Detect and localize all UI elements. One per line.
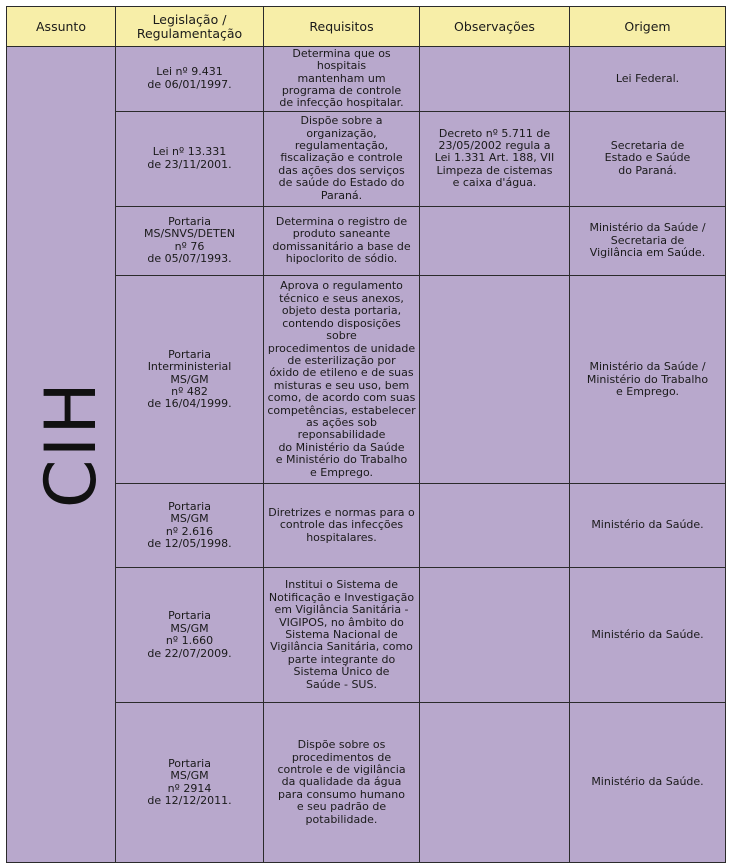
header-legislacao: Legislação / Regulamentação [116,7,264,47]
header-observacoes: Observações [420,7,570,47]
cell-requisitos: Determina que os hospitais mantenham um programa de controle de infecção hospitalar. [264,47,420,112]
cell-legislacao: Lei nº 13.331 de 23/11/2001. [116,111,264,206]
subject-label: CIH [29,379,112,509]
cell-observacoes: Decreto nº 5.711 de 23/05/2002 regula a Lei 1.331 Art. 188, VII Limpeza de cistemas e caixa d'água. [420,111,570,206]
cell-requisitos: Dispõe sobre a organização, regulamentação, fiscalização e controle das ações dos serviços de saúde do Estado do Paraná. [264,111,420,206]
cell-observacoes [420,47,570,112]
header-requisitos: Requisitos [264,7,420,47]
cell-legislacao: Lei nº 9.431 de 06/01/1997. [116,47,264,112]
cell-requisitos: Diretrizes e normas para o controle das infecções hospitalares. [264,484,420,568]
cell-origem: Secretaria de Estado e Saúde do Paraná. [570,111,726,206]
header-assunto: Assunto [7,7,116,47]
header-row [7,7,726,47]
cell-observacoes [420,703,570,863]
header-origem: Origem [570,7,726,47]
cell-observacoes [420,206,570,276]
cell-origem: Ministério da Saúde / Secretaria de Vigilância em Saúde. [570,206,726,276]
cell-legislacao: Portaria Interministerial MS/GM nº 482 de 16/04/1999. [116,276,264,484]
cell-origem: Ministério da Saúde. [570,484,726,568]
cell-legislacao: Portaria MS/GM nº 1.660 de 22/07/2009. [116,568,264,703]
cell-origem: Ministério da Saúde. [570,568,726,703]
cell-observacoes [420,276,570,484]
cell-requisitos: Institui o Sistema de Notificação e Investigação em Vigilância Sanitária - VIGIPOS, no âmbito do Sistema Nacional de Vigilância Sanitária, como parte integrante do Sistema Único de Saúde - SUS. [264,568,420,703]
cell-requisitos: Determina o registro de produto saneante domissanitário a base de hipoclorito de sódio. [264,206,420,276]
cell-legislacao: Portaria MS/GM nº 2914 de 12/12/2011. [116,703,264,863]
cell-requisitos: Aprova o regulamento técnico e seus anexos, objeto desta portaria, contendo disposições sobre procedimentos de unidade de esterilização por óxido de etileno e de suas misturas e seu uso, bem como, de acordo com suas competências, estabelecer as ações sob reponsabilidade do Ministério da Saúde e Ministério do Trabalho e Emprego. [264,276,420,484]
cell-requisitos: Dispõe sobre os procedimentos de controle e de vigilância da qualidade da água para consumo humano e seu padrão de potabilidade. [264,703,420,863]
cell-legislacao: Portaria MS/SNVS/DETEN nº 76 de 05/07/1993. [116,206,264,276]
cell-observacoes [420,484,570,568]
cell-origem: Ministério da Saúde / Ministério do Trabalho e Emprego. [570,276,726,484]
cell-legislacao: Portaria MS/GM nº 2.616 de 12/05/1998. [116,484,264,568]
table-row [7,47,726,112]
cell-origem: Lei Federal. [570,47,726,112]
legislation-table [6,6,726,863]
subject-cell [7,47,116,863]
cell-observacoes [420,568,570,703]
cell-origem: Ministério da Saúde. [570,703,726,863]
